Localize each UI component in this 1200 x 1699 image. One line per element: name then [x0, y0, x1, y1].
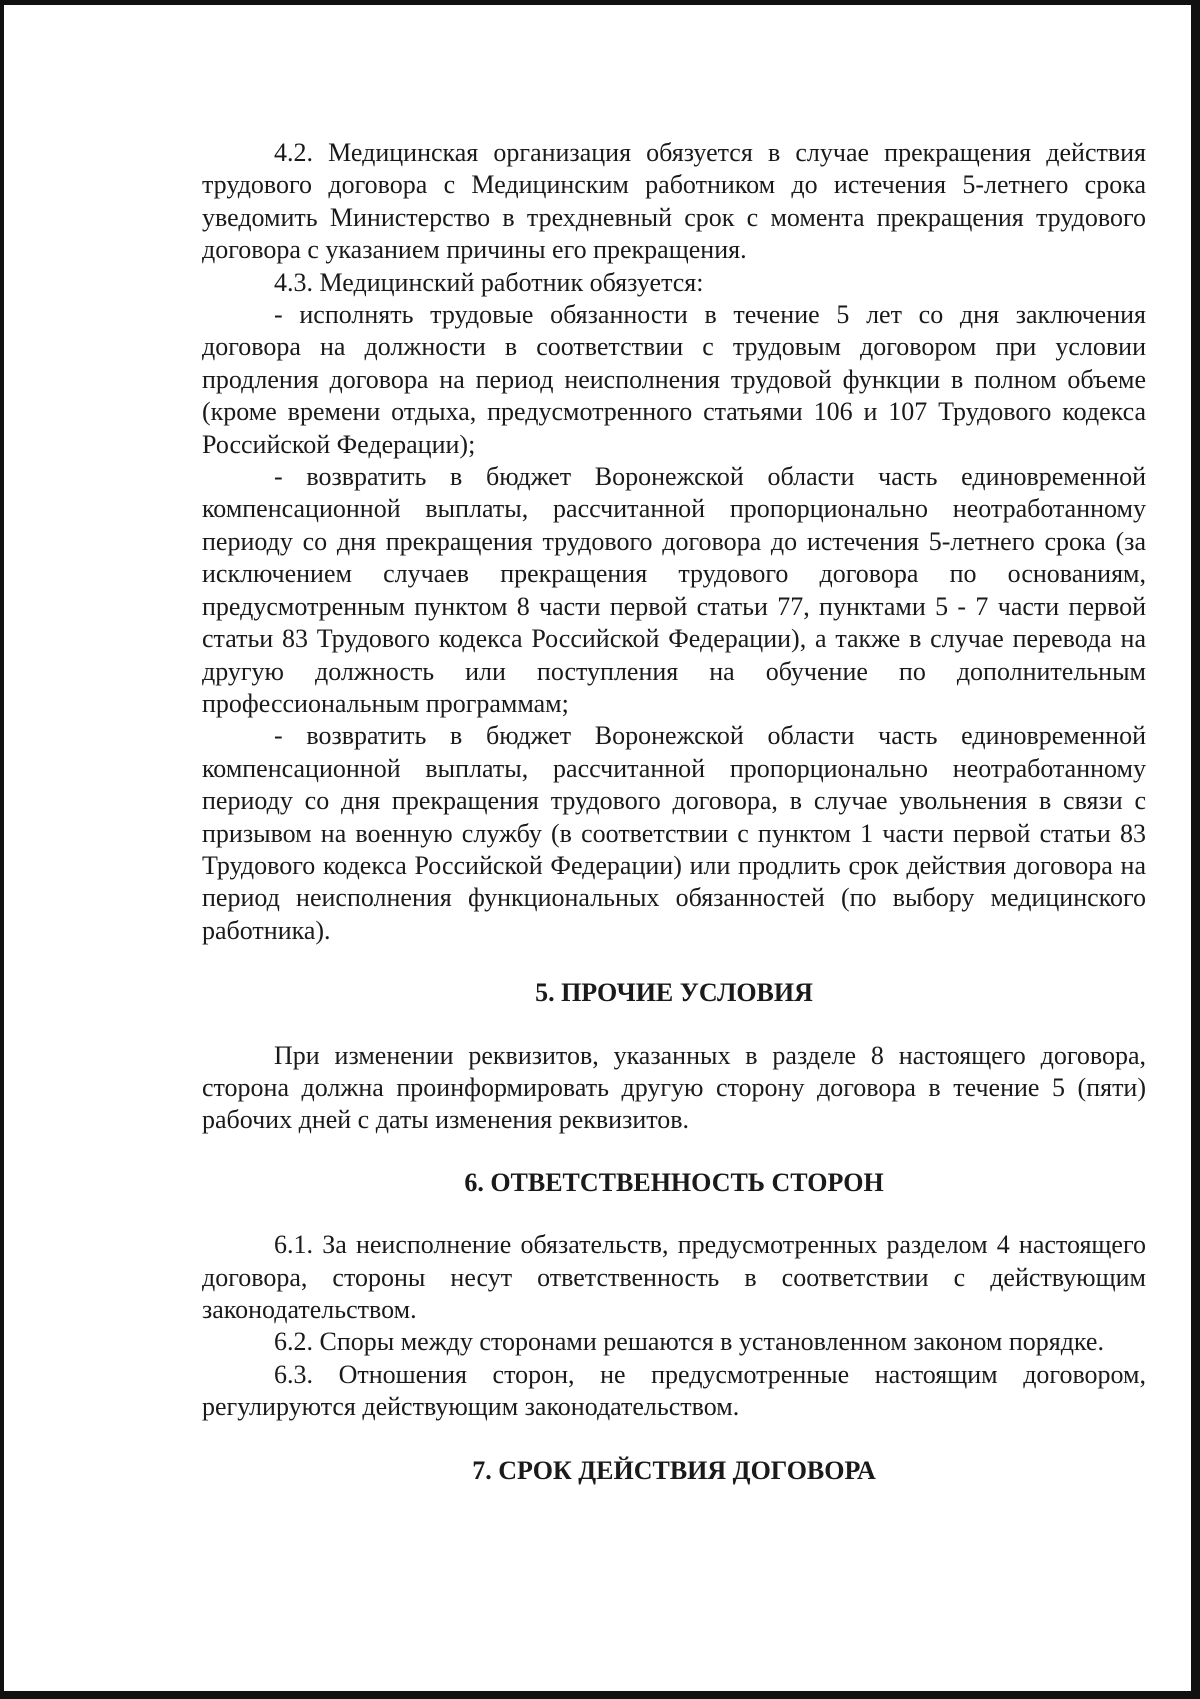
paragraph-4-3: 4.3. Медицинский работник обязуется: — [274, 267, 704, 297]
paragraph-4-3-item-1: - исполнять трудовые обязанности в течение 5 лет со дня заключения договора на должности в соответствии с трудовым договором при условии продления договора на период неисполнения трудовой функции в полном объеме (кроме времени отдыха, предусмотренного статьями 106 и 107 Трудового кодекса Российской Федерации); — [202, 300, 1146, 459]
paragraph-6-2: 6.2. Споры между сторонами решаются в установленном законом порядке. — [274, 1327, 1104, 1357]
section-7-heading: 7. СРОК ДЕЙСТВИЯ ДОГОВОРА — [472, 1455, 876, 1485]
document-page — [202, 137, 1146, 1487]
paragraph-6-1: 6.1. За неисполнение обязательств, предусмотренных разделом 4 настоящего договора, стороны несут ответственность в соответствии с действующим законодательством. — [202, 1230, 1146, 1324]
paragraph-5: При изменении реквизитов, указанных в разделе 8 настоящего договора, сторона должна проинформировать другую сторону договора в течение 5 (пяти) рабочих дней с даты изменения реквизитов. — [202, 1040, 1146, 1135]
paragraph-4-2: 4.2. Медицинская организация обязуется в случае прекращения действия трудового договора с Медицинским работником до истечения 5-летнего срока уведомить Министерство в трехдневный срок с момента прекращения трудового договора с указанием причины его прекращения. — [202, 138, 1146, 265]
section-5-heading: 5. ПРОЧИЕ УСЛОВИЯ — [535, 978, 813, 1008]
paragraph-4-3-item-2: - возвратить в бюджет Воронежской области часть единовременной компенсационной выплаты, рассчитанной пропорционально неотработанному периоду со дня прекращения трудового договора до истечения 5-летнего срока (за исключением случаев прекращения трудового договора по основаниям, предусмотренным пунктом 8 части первой статьи 77, пунктами 5 - 7 части первой статьи 83 Трудового кодекса Российской Федерации), а также в случае перевода на другую должность или поступления на обучение по дополнительным профессиональным программам; — [202, 462, 1146, 718]
section-6-heading: 6. ОТВЕТСТВЕННОСТЬ СТОРОН — [464, 1167, 884, 1197]
paragraph-6-3: 6.3. Отношения сторон, не предусмотренные настоящим договором, регулируются действующим законодательством. — [202, 1359, 1146, 1422]
paragraph-4-3-item-3: - возвратить в бюджет Воронежской области часть единовременной компенсационной выплаты, рассчитанной пропорционально неотработанному периоду со дня прекращения трудового договора, в случае увольнения в связи с призывом на военную службу (в соответствии с пунктом 1 части первой статьи 83 Трудового кодекса Российской Федерации) или продлить срок действия договора на период неисполнения функциональных обязанностей (по выбору медицинского работника). — [202, 721, 1146, 945]
